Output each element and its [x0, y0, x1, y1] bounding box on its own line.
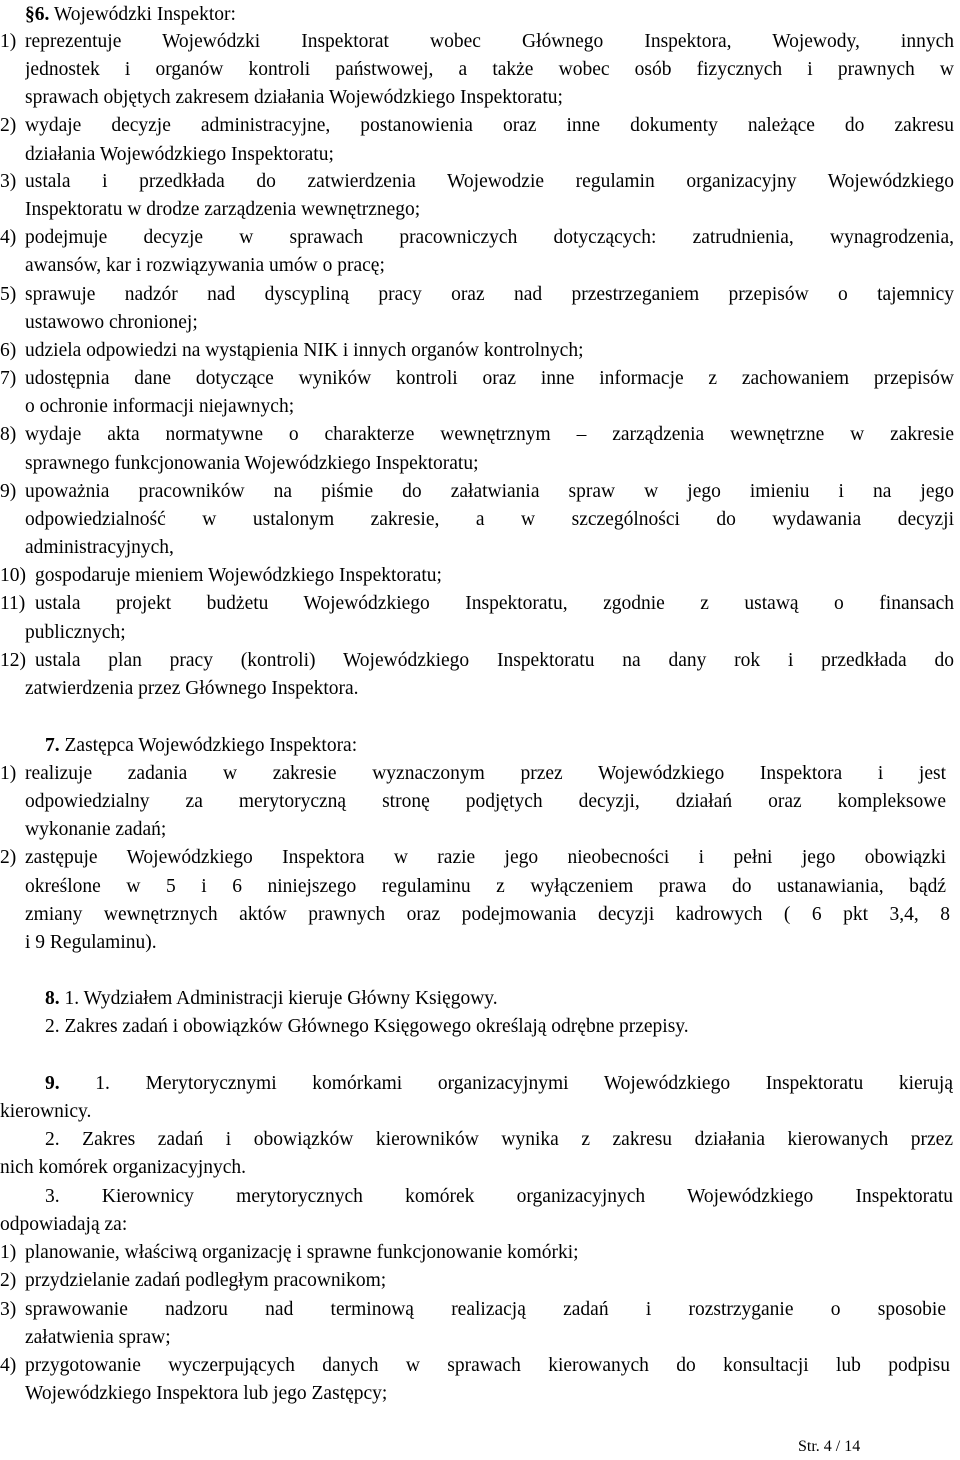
list-item-text: realizuje zadania w zakresie wyznaczonym przez Wojewódzkiego Inspektora i jest — [25, 763, 946, 784]
list-item-text: odpowiedzialność w ustalonym zakresie, a w szczególności do wydawania decyzji — [25, 509, 954, 530]
list-item-text: jednostek i organów kontroli państwowej, a także wobec osób fizycznych i prawnych w — [25, 59, 954, 80]
list-item-text: upoważnia pracowników na piśmie do załatwiania spraw w jego imieniu i na jego — [25, 481, 954, 502]
list-item-text: odpowiedzialny za merytoryczną stronę podjętych decyzji, działań oraz kompleksowe — [25, 791, 946, 812]
page-number: Str. 4 / 14 — [798, 1438, 861, 1455]
section-number: 7. — [45, 735, 60, 756]
paragraph-text: 1. Wydziałem Administracji kieruje Główny Księgowy. — [64, 988, 498, 1009]
list-item-text: podejmuje decyzje w sprawach pracowniczych dotyczących: zatrudnienia, wynagrodzenia, — [25, 227, 954, 248]
section-title: Wojewódzki Inspektor: — [53, 4, 236, 25]
list-item-text: przygotowanie wyczerpujących danych w sprawach kierowanych do konsultacji lub podpisu — [25, 1355, 950, 1376]
section-number: 6. — [34, 4, 50, 25]
paragraph-text: odpowiadają za: — [0, 1214, 128, 1235]
list-number: 3) — [0, 171, 17, 192]
list-item-text: załatwienia spraw; — [25, 1327, 171, 1348]
list-item-text: sprawuje nadzór nad dyscypliną pracy oraz nad przestrzeganiem przepisów o tajemnicy — [25, 284, 954, 305]
section-9-p1 — [45, 1073, 953, 1097]
list-item-text: publicznych; — [25, 622, 126, 643]
list-item-text: administracyjnych, — [25, 537, 174, 558]
list-item-text: zatwierdzenia przez Głównego Inspektora. — [25, 678, 359, 699]
list-number: 5) — [0, 284, 17, 305]
list-item-text: o ochronie informacji niejawnych; — [25, 396, 295, 417]
list-number: 7) — [0, 368, 17, 389]
list-number: 11) — [0, 593, 26, 614]
section-6-heading — [25, 4, 236, 26]
list-item-text: reprezentuje Wojewódzki Inspektorat wobec Głównego Inspektora, Wojewody, innych — [25, 31, 954, 52]
list-number: 4) — [0, 1355, 17, 1376]
list-item-text: ustala projekt budżetu Wojewódzkiego Inspektoratu, zgodnie z ustawą o finansach — [35, 593, 954, 614]
section-number: 9. — [45, 1073, 60, 1094]
paragraph-text: nich komórek organizacyjnych. — [0, 1157, 247, 1178]
list-item-text: gospodaruje mieniem Wojewódzkiego Inspektoratu; — [35, 565, 442, 586]
list-item-text: ustawowo chronionej; — [25, 312, 198, 333]
section-symbol: § — [25, 4, 35, 25]
list-number: 2) — [0, 1270, 17, 1291]
list-item-text: działania Wojewódzkiego Inspektoratu; — [25, 144, 334, 165]
paragraph-text: 1. Merytorycznymi komórkami organizacyjnymi Wojewódzkiego Inspektoratu kierują — [95, 1073, 953, 1094]
section-7-heading — [45, 735, 357, 757]
list-item-text: sprawach objętych zakresem działania Wojewódzkiego Inspektoratu; — [25, 87, 563, 108]
paragraph-text: 3. Kierownicy merytorycznych komórek organizacyjnych Wojewódzkiego Inspektoratu — [45, 1186, 953, 1207]
paragraph-text: 2. Zakres zadań i obowiązków kierowników wynika z zakresu działania kierowanych przez — [45, 1129, 953, 1150]
section-8-p2: 2. Zakres zadań i obowiązków Głównego Księgowego określają odrębne przepisy. — [45, 1016, 689, 1037]
paragraph-text: kierownicy. — [0, 1101, 92, 1122]
list-number: 2) — [0, 847, 17, 868]
list-number: 12) — [0, 650, 26, 671]
list-number: 1) — [0, 763, 17, 784]
list-item-text: zmiany wewnętrznych aktów prawnych oraz podejmowania decyzji kadrowych ( 6 pkt 3,4, 8 — [25, 904, 950, 925]
list-number: 10) — [0, 565, 26, 586]
list-item-text: ustala i przedkłada do zatwierdzenia Wojewodzie regulamin organizacyjny Wojewódzkiego — [25, 171, 954, 192]
section-number: 8. — [45, 988, 60, 1009]
list-item-text: przydzielanie zadań podległym pracownikom; — [25, 1270, 387, 1291]
list-item-text: planowanie, właściwą organizację i sprawne funkcjonowanie komórki; — [25, 1242, 579, 1263]
list-item-text: ustala plan pracy (kontroli) Wojewódzkiego Inspektoratu na dany rok i przedkłada do — [35, 650, 954, 671]
list-item-text: awansów, kar i rozwiązywania umów o pracę; — [25, 255, 385, 276]
list-item-text: zastępuje Wojewódzkiego Inspektora w razie jego nieobecności i pełni jego obowiązki — [25, 847, 946, 868]
list-number: 1) — [0, 1242, 17, 1263]
list-number: 8) — [0, 424, 17, 445]
list-item-text: Inspektoratu w drodze zarządzenia wewnętrznego; — [25, 199, 421, 220]
list-item-text: sprawnego funkcjonowania Wojewódzkiego Inspektoratu; — [25, 453, 479, 474]
list-number: 2) — [0, 115, 17, 136]
list-item-text: określone w 5 i 6 niniejszego regulaminu z wyłączeniem prawa do ustanawiania, bądź — [25, 876, 946, 897]
list-item-text: udziela odpowiedzi na wystąpienia NIK i innych organów kontrolnych; — [25, 340, 584, 361]
list-number: 9) — [0, 481, 17, 502]
list-number: 3) — [0, 1299, 17, 1320]
list-item-text: wykonanie zadań; — [25, 819, 167, 840]
list-number: 6) — [0, 340, 17, 361]
list-number: 4) — [0, 227, 17, 248]
list-item-text: wydaje akta normatywne o charakterze wewnętrznym – zarządzenia wewnętrzne w zakresie — [25, 424, 954, 445]
list-item-text: Wojewódzkiego Inspektora lub jego Zastępcy; — [25, 1383, 388, 1404]
list-item-text: i 9 Regulaminu). — [25, 932, 157, 953]
list-number: 1) — [0, 31, 17, 52]
section-8-p1 — [45, 988, 498, 1010]
section-title: Zastępca Wojewódzkiego Inspektora: — [64, 735, 358, 756]
list-item-text: udostępnia dane dotyczące wyników kontroli oraz inne informacje z zachowaniem przepisów — [25, 368, 954, 389]
list-item-text: wydaje decyzje administracyjne, postanowienia oraz inne dokumenty należące do zakresu — [25, 115, 954, 136]
list-item-text: sprawowanie nadzoru nad terminową realizacją zadań i rozstrzyganie o sposobie — [25, 1299, 946, 1320]
